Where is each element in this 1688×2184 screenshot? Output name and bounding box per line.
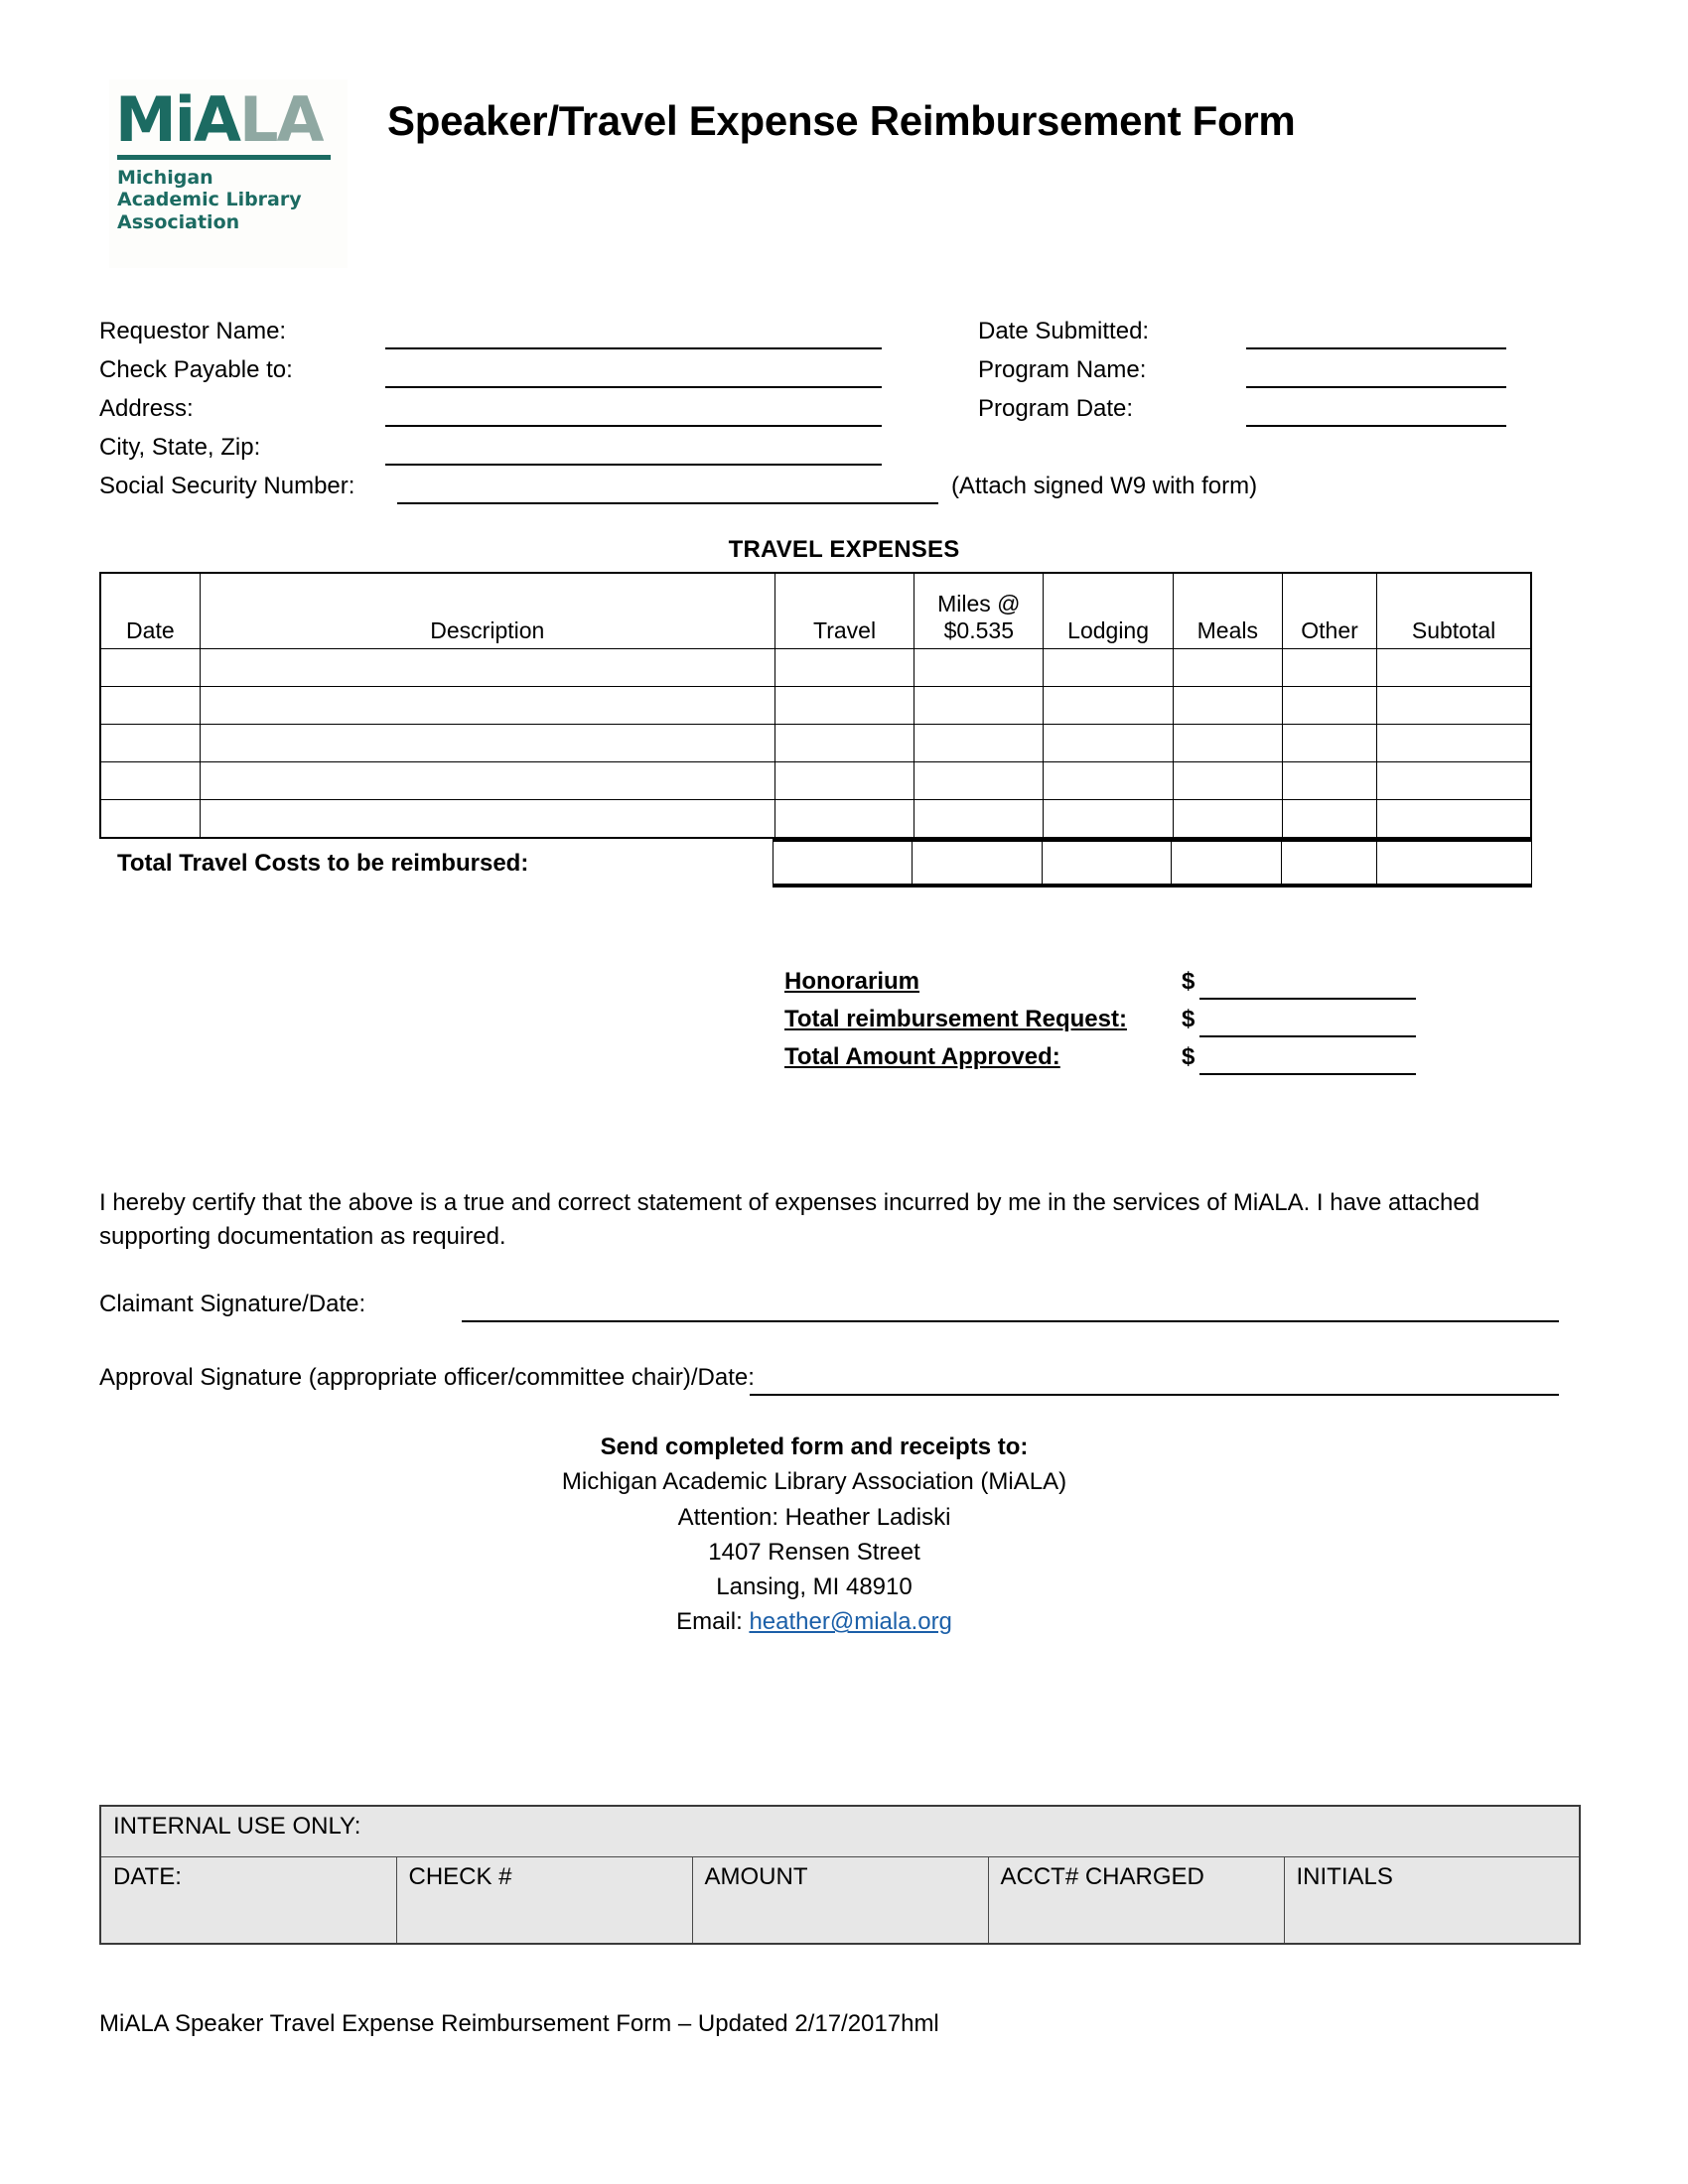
- cell-travel[interactable]: [774, 649, 914, 687]
- cell-lodging[interactable]: [1044, 725, 1173, 762]
- send-to-street: 1407 Rensen Street: [708, 1538, 920, 1566]
- input-total-reimbursement-request[interactable]: [1199, 1006, 1416, 1037]
- cell-other[interactable]: [1282, 762, 1376, 800]
- cell-description[interactable]: [200, 725, 774, 762]
- internal-use-columns-row: [100, 1857, 1580, 1945]
- internal-use-col-initials[interactable]: INITIALS: [1284, 1857, 1580, 1945]
- cell-description[interactable]: [200, 800, 774, 839]
- logo-wordmark: [109, 79, 348, 156]
- signature-row-approval: [99, 1364, 1569, 1437]
- col-header-miles-line1: Miles @: [937, 591, 1021, 617]
- currency-symbol-honorarium: $: [1182, 968, 1196, 995]
- logo-wordmark-mi: Mi: [115, 83, 194, 156]
- internal-use-col-date[interactable]: DATE:: [100, 1857, 396, 1945]
- cell-subtotal[interactable]: [1377, 687, 1531, 725]
- cell-description[interactable]: [200, 762, 774, 800]
- signature-row-claimant: [99, 1291, 1569, 1364]
- input-address[interactable]: [385, 395, 882, 427]
- label-requestor-name: Requestor Name:: [99, 318, 287, 344]
- col-header-miles-line2: $0.535: [943, 616, 1014, 643]
- col-header-description: Description: [200, 573, 774, 649]
- cell-miles[interactable]: [914, 687, 1044, 725]
- cell-miles[interactable]: [914, 725, 1044, 762]
- input-date-submitted[interactable]: [1246, 318, 1506, 349]
- document-footer: MiALA Speaker Travel Expense Reimbursement Form – Updated 2/17/2017hml: [99, 2010, 939, 2037]
- input-claimant-signature[interactable]: [462, 1291, 1559, 1322]
- label-program-date: Program Date:: [978, 395, 1134, 422]
- cell-other[interactable]: [1282, 800, 1376, 839]
- document-header: [99, 79, 1589, 278]
- input-program-name[interactable]: [1246, 356, 1506, 388]
- cell-subtotal[interactable]: [1377, 762, 1531, 800]
- cell-description[interactable]: [200, 649, 774, 687]
- internal-use-section: [99, 1805, 1579, 1945]
- cell-subtotal[interactable]: [1377, 725, 1531, 762]
- logo-subtitle-line1: Michigan: [117, 167, 213, 189]
- internal-use-col-amount[interactable]: AMOUNT: [692, 1857, 988, 1945]
- table-row: [100, 687, 1531, 725]
- currency-symbol-reimbursement-request: $: [1182, 1006, 1196, 1032]
- cell-lodging[interactable]: [1044, 762, 1173, 800]
- input-social-security-number[interactable]: [397, 473, 938, 504]
- cell-lodging[interactable]: [1044, 687, 1173, 725]
- col-header-meals: Meals: [1173, 573, 1282, 649]
- totals-row-reimbursement-request: [784, 1006, 1196, 1043]
- send-to-email-link[interactable]: heather@miala.org: [749, 1608, 952, 1636]
- col-header-miles-rate: [914, 573, 1044, 649]
- cell-other[interactable]: [1282, 725, 1376, 762]
- send-to-block: [99, 1430, 1529, 1640]
- label-program-name: Program Name:: [978, 356, 1147, 383]
- input-city-state-zip[interactable]: [385, 434, 882, 466]
- label-address: Address:: [99, 395, 194, 422]
- input-honorarium[interactable]: [1199, 968, 1416, 1000]
- total-cell-subtotal[interactable]: [1376, 842, 1531, 885]
- total-cell-other[interactable]: [1281, 842, 1376, 885]
- label-total-reimbursement-request: Total reimbursement Request:: [784, 1006, 1127, 1032]
- table-row: [774, 842, 1532, 885]
- cell-date[interactable]: [100, 800, 200, 839]
- cell-miles[interactable]: [914, 649, 1044, 687]
- cell-subtotal[interactable]: [1377, 649, 1531, 687]
- input-program-date[interactable]: [1246, 395, 1506, 427]
- logo-wordmark-a: A: [193, 83, 239, 156]
- w9-note: (Attach signed W9 with form): [951, 473, 1258, 499]
- cell-meals[interactable]: [1173, 762, 1282, 800]
- travel-table-header-row: [100, 573, 1531, 649]
- total-travel-label: Total Travel Costs to be reimbursed:: [117, 850, 529, 877]
- total-cell-lodging[interactable]: [1042, 842, 1171, 885]
- input-approval-signature[interactable]: [750, 1364, 1559, 1396]
- col-header-travel: Travel: [774, 573, 914, 649]
- input-total-amount-approved[interactable]: [1199, 1043, 1416, 1075]
- label-honorarium: Honorarium: [784, 968, 920, 995]
- travel-expenses-title: TRAVEL EXPENSES: [728, 536, 960, 563]
- cell-description[interactable]: [200, 687, 774, 725]
- input-check-payable-to[interactable]: [385, 356, 882, 388]
- label-total-amount-approved: Total Amount Approved:: [784, 1043, 1060, 1070]
- currency-symbol-amount-approved: $: [1182, 1043, 1196, 1070]
- logo-wordmark-la: LA: [238, 83, 323, 156]
- cell-meals[interactable]: [1173, 725, 1282, 762]
- label-city-state-zip: City, State, Zip:: [99, 434, 261, 461]
- send-to-email-row: [99, 1604, 1529, 1639]
- label-social-security-number: Social Security Number:: [99, 473, 355, 499]
- label-date-submitted: Date Submitted:: [978, 318, 1150, 344]
- send-to-attention: Attention: Heather Ladiski: [677, 1503, 951, 1531]
- cell-other[interactable]: [1282, 649, 1376, 687]
- miala-logo: [109, 79, 348, 268]
- table-row: [100, 649, 1531, 687]
- cell-meals[interactable]: [1173, 800, 1282, 839]
- cell-meals[interactable]: [1173, 687, 1282, 725]
- table-row: [100, 762, 1531, 800]
- cell-subtotal[interactable]: [1377, 800, 1531, 839]
- requestor-fields: [99, 318, 1589, 511]
- cell-date[interactable]: [100, 687, 200, 725]
- col-header-date: Date: [100, 573, 200, 649]
- page-title: Speaker/Travel Expense Reimbursement Form: [387, 97, 1296, 144]
- total-row-bottom-rule: [773, 885, 1532, 887]
- totals-block: [784, 968, 1196, 1081]
- cell-travel[interactable]: [774, 762, 914, 800]
- signature-block: [99, 1291, 1569, 1437]
- logo-subtitle: [117, 167, 348, 233]
- col-header-subtotal: Subtotal: [1377, 573, 1531, 649]
- cell-meals[interactable]: [1173, 649, 1282, 687]
- certification-statement: I hereby certify that the above is a true and correct statement of expenses incurred by me in the services of MiALA. I have attached supporting documentation as required.: [99, 1189, 1480, 1251]
- label-check-payable-to: Check Payable to:: [99, 356, 293, 383]
- table-row: [100, 725, 1531, 762]
- send-to-email-label: Email:: [676, 1608, 743, 1636]
- cell-travel[interactable]: [774, 687, 914, 725]
- internal-use-col-acct-charged[interactable]: ACCT# CHARGED: [988, 1857, 1284, 1945]
- travel-total-row: [99, 841, 1532, 887]
- total-travel-cells: [773, 841, 1532, 885]
- logo-subtitle-line3: Association: [117, 210, 240, 233]
- field-row-address: [99, 395, 1589, 434]
- totals-row-amount-approved: [784, 1043, 1196, 1081]
- total-cell-miles[interactable]: [913, 842, 1042, 885]
- cell-date[interactable]: [100, 762, 200, 800]
- logo-subtitle-line2: Academic Library: [117, 189, 302, 211]
- total-cell-meals[interactable]: [1172, 842, 1282, 885]
- total-cell-travel[interactable]: [774, 842, 913, 885]
- cell-miles[interactable]: [914, 800, 1044, 839]
- travel-table-body: [100, 649, 1531, 839]
- internal-use-table: [99, 1805, 1581, 1945]
- internal-use-heading: INTERNAL USE ONLY:: [100, 1806, 1580, 1857]
- internal-use-heading-row: [100, 1806, 1580, 1857]
- cell-other[interactable]: [1282, 687, 1376, 725]
- send-to-city-state-zip: Lansing, MI 48910: [716, 1573, 913, 1601]
- field-row-check-payable: [99, 356, 1589, 395]
- cell-miles[interactable]: [914, 762, 1044, 800]
- input-requestor-name[interactable]: [385, 318, 882, 349]
- table-row: [100, 800, 1531, 839]
- cell-date[interactable]: [100, 649, 200, 687]
- cell-lodging[interactable]: [1044, 649, 1173, 687]
- col-header-other: Other: [1282, 573, 1376, 649]
- col-header-lodging: Lodging: [1044, 573, 1173, 649]
- totals-row-honorarium: [784, 968, 1196, 1006]
- internal-use-col-check-number[interactable]: CHECK #: [396, 1857, 692, 1945]
- label-approval-signature: Approval Signature (appropriate officer/committee chair)/Date:: [99, 1364, 755, 1391]
- send-to-organization: Michigan Academic Library Association (MiALA): [561, 1468, 1067, 1496]
- send-to-heading: Send completed form and receipts to:: [600, 1433, 1029, 1460]
- field-row-requestor-name: [99, 318, 1589, 356]
- field-row-city-state-zip: [99, 434, 1589, 473]
- cell-travel[interactable]: [774, 725, 914, 762]
- cell-date[interactable]: [100, 725, 200, 762]
- cell-lodging[interactable]: [1044, 800, 1173, 839]
- field-row-ssn: [99, 473, 1589, 511]
- label-claimant-signature: Claimant Signature/Date:: [99, 1291, 366, 1317]
- travel-expenses-table: [99, 572, 1532, 839]
- cell-travel[interactable]: [774, 800, 914, 839]
